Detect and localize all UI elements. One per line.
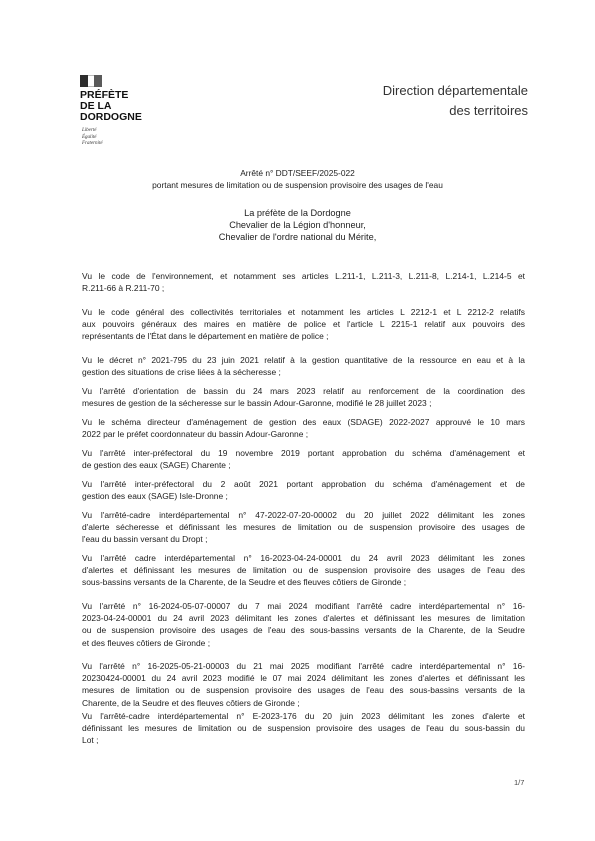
motto-line: Égalité <box>82 134 97 140</box>
paragraph-line: Vu l'arrêté n° 16-2024-05-07-00007 du 7 mai 2024 modifiant l'arrêté cadre interdépartemental n° 16- <box>82 601 525 611</box>
paragraph-line: Vu le code général des collectivités territoriales et notamment les articles L 2212-1 et L 2212-2 relatifs <box>82 307 525 317</box>
vu-paragraph <box>82 306 525 343</box>
paragraph-line: d'alerte sécheresse et définissant les mesures de limitation ou de suspension provisoire des usages de <box>82 522 525 533</box>
logo-line: DORDOGNE <box>80 111 142 123</box>
vu-paragraph <box>82 416 525 440</box>
paragraph-line: de gestion des eaux (SAGE) Charente ; <box>82 460 231 471</box>
page-number: 1/7 <box>514 778 525 787</box>
prefect-block <box>0 207 595 244</box>
paragraph-line: 2022 par le préfet coordonnateur du bassin Adour-Garonne ; <box>82 429 309 440</box>
paragraph-line: ou de suspension provisoire des usages de l'eau des sous-bassins versants de la Charente, de la Seudre <box>82 625 525 636</box>
paragraph-line: sous-bassins versants de la Charente, de la Seudre et des fleuves côtiers de Gironde ; <box>82 577 407 588</box>
paragraph-line: R.211-66 à R.211-70 ; <box>82 283 165 294</box>
paragraph-line: définissant les mesures de limitation ou de suspension provisoire des usages de l'eau du sous-bassin du <box>82 723 525 734</box>
paragraph-line: d'alertes et définissant les mesures de limitation ou de suspension provisoire des usages de l'eau des <box>82 565 525 576</box>
paragraph-line: aux pouvoirs généraux des maires en matière de police et l'article L 2215-1 relatif aux pouvoirs des <box>82 319 525 330</box>
decree-title <box>0 167 595 191</box>
department-line: Direction départementale <box>382 83 528 98</box>
paragraph-line: Vu l'arrêté n° 16-2025-05-21-00003 du 21 mai 2025 modifiant l'arrêté cadre interdépartemental n° 16- <box>82 661 525 671</box>
paragraph-line: 20230424-00001 du 24 avril 2023 modifié le 07 mai 2024 délimitant les zones d'alertes et définissant les <box>82 673 525 684</box>
paragraph-line: gestion des situations de crise liées à la sécheresse ; <box>82 367 281 378</box>
paragraph-line: 2023-04-24-00001 du 24 avril 2023 délimitant les zones d'alertes et définissant les mesures de limitation <box>82 613 525 624</box>
paragraph-line: gestion des eaux (SAGE) Isle-Dronne ; <box>82 491 228 502</box>
paragraph-line: représentants de l'État dans le département en matière de police ; <box>82 331 329 342</box>
republic-motto <box>82 128 103 148</box>
decree-number: Arrêté n° DDT/SEEF/2025-022 <box>240 168 355 178</box>
vu-paragraph <box>82 660 525 709</box>
prefect-line: Chevalier de la Légion d'honneur, <box>229 220 366 231</box>
paragraph-line: Vu l'arrêté-cadre interdépartemental n° E-2023-176 du 20 juin 2023 délimitant les zones d'alerte et <box>82 711 525 721</box>
vu-paragraph <box>82 354 525 378</box>
vu-paragraph <box>82 552 525 589</box>
paragraph-line: Lot ; <box>82 735 99 746</box>
logo-text <box>80 90 190 123</box>
paragraph-line: mesures de gestion de la sécheresse sur le bassin Adour-Garonne, modifié le 28 juillet 2023 ; <box>82 398 432 409</box>
paragraph-line: Vu l'arrêté d'orientation de bassin du 24 mars 2023 relatif au renforcement de la coordination des <box>82 386 525 396</box>
vu-paragraph <box>82 270 525 294</box>
vu-paragraph <box>82 600 525 649</box>
marianne-flag-icon <box>80 75 108 87</box>
paragraph-line: mesures de limitation ou de suspension provisoire des usages de l'eau des sous-bassins versants de la <box>82 685 525 696</box>
vu-paragraph <box>82 385 525 409</box>
logo-line: DE LA <box>80 100 112 112</box>
paragraph-line: Vu le schéma directeur d'aménagement de gestion des eaux (SDAGE) 2022-2027 approuvé le 10 mars <box>82 417 525 427</box>
department-line: des territoires <box>449 103 528 118</box>
paragraph-line: Vu l'arrêté cadre interdépartemental n° 16-2023-04-24-00001 du 24 avril 2023 délimitant les zones <box>82 553 525 563</box>
paragraph-line: l'eau du bassin versant du Dropt ; <box>82 534 208 545</box>
paragraph-line: Vu le décret n° 2021-795 du 23 juin 2021 relatif à la gestion quantitative de la ressource en eau et à la <box>82 355 525 365</box>
vu-paragraph <box>82 509 525 546</box>
paragraph-line: Vu l'arrêté-cadre interdépartemental n° 47-2022-07-20-00002 du 20 juillet 2022 délimitant les zones <box>82 510 525 520</box>
paragraph-line: Vu l'arrêté inter-préfectoral du 19 novembre 2019 portant approbation du schéma d'aménagement et <box>82 448 525 458</box>
paragraph-line: et des fleuves côtiers de Gironde ; <box>82 637 211 648</box>
prefect-line: La préfète de la Dordogne <box>244 208 351 218</box>
motto-line: Fraternité <box>82 141 103 146</box>
paragraph-line: Vu le code de l'environnement, et notamment ses articles L.211-1, L.211-3, L.211-8, L.214-1, L.214-5 et <box>82 271 525 281</box>
paragraph-line: Vu l'arrêté inter-préfectoral du 2 août 2021 portant approbation du schéma d'aménagement et de <box>82 479 525 489</box>
logo-line: PRÉFÈTE <box>80 89 129 101</box>
decree-subject: portant mesures de limitation ou de suspension provisoire des usages de l'eau <box>152 180 443 190</box>
prefect-line: Chevalier de l'ordre national du Mérite, <box>218 232 377 243</box>
motto-line: Liberté <box>82 128 97 133</box>
paragraph-line: Charente, de la Seudre et des fleuves côtiers de Gironde ; <box>82 697 300 708</box>
vu-paragraph <box>82 447 525 471</box>
vu-paragraph <box>82 710 525 747</box>
issuing-department <box>383 81 528 121</box>
vu-paragraph <box>82 478 525 502</box>
